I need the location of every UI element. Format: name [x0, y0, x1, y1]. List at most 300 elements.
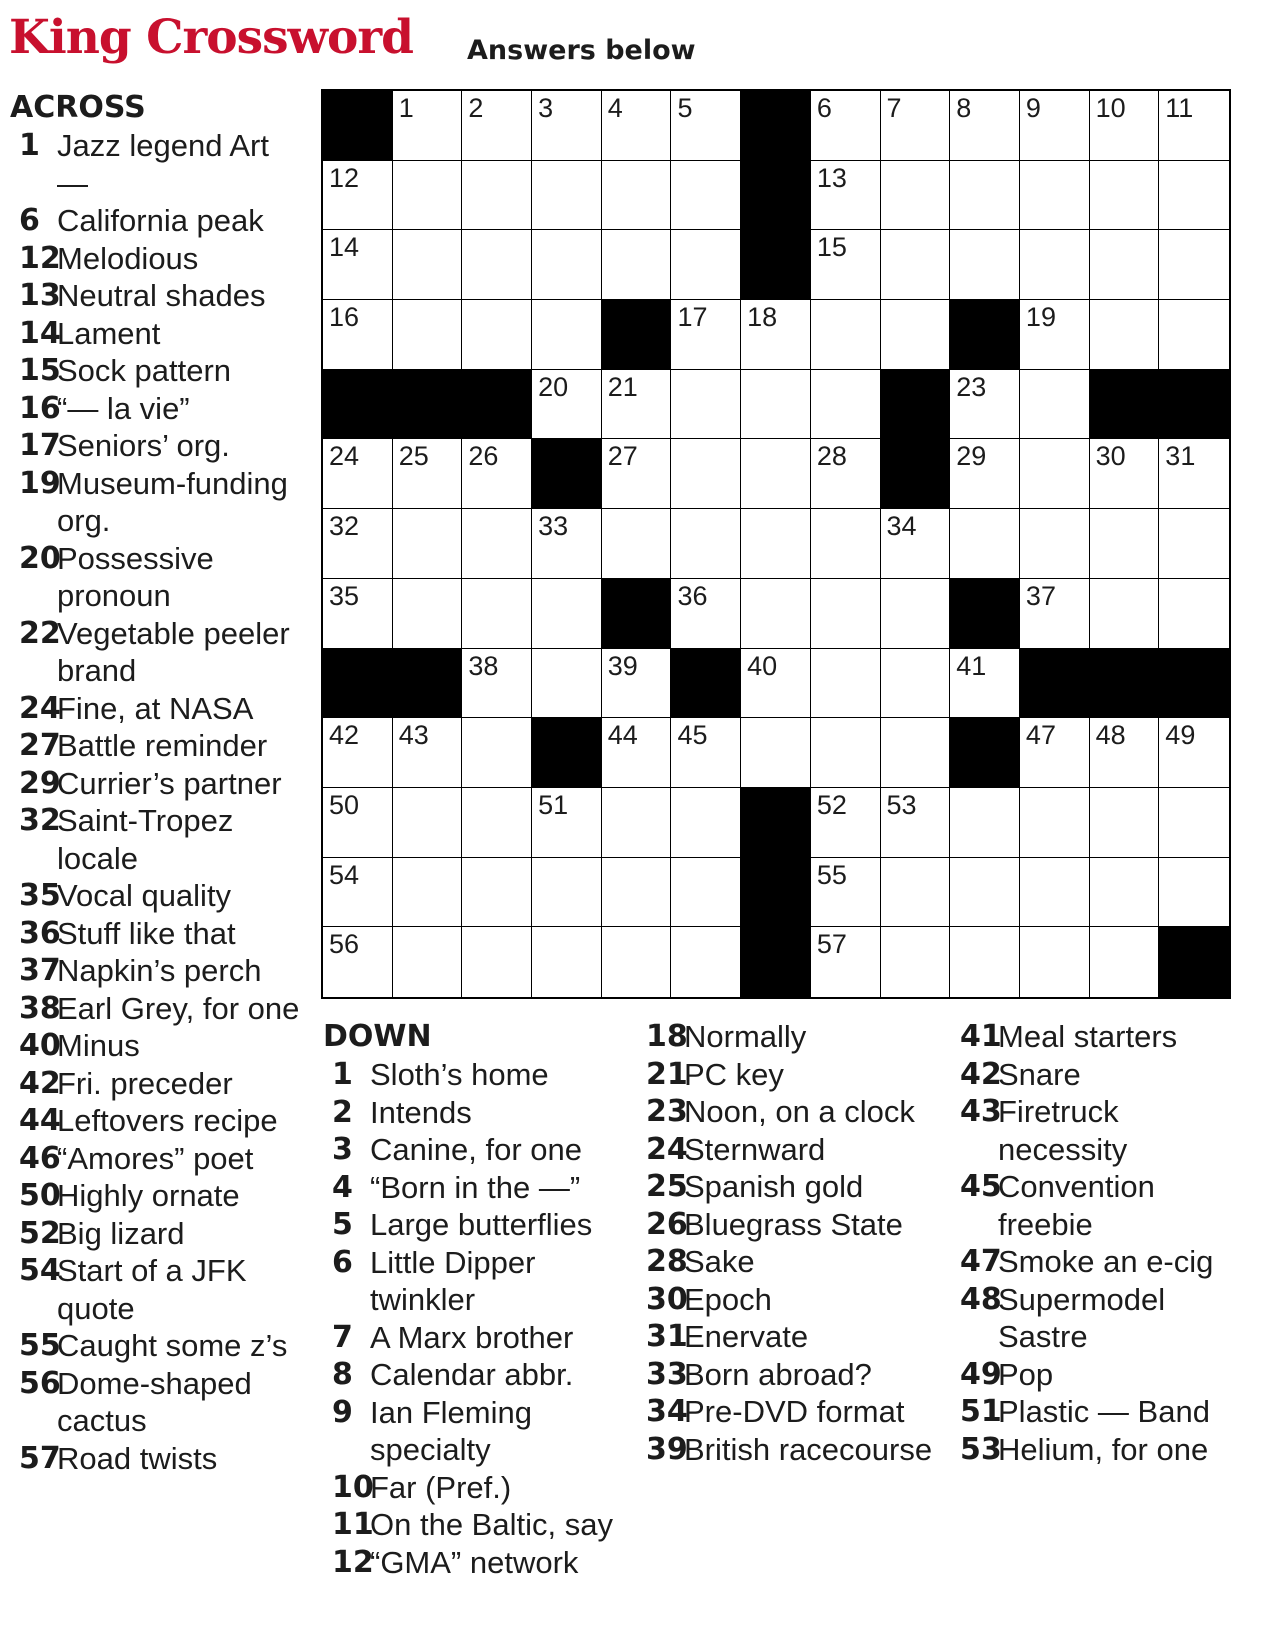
grid-cell[interactable]	[393, 509, 463, 579]
clue-text: Earl Grey, for one	[57, 990, 300, 1026]
cell-number: 33	[538, 511, 569, 542]
grid-cell[interactable]	[532, 91, 602, 161]
grid-cell[interactable]	[881, 579, 951, 649]
clue-number: 33	[646, 1356, 688, 1392]
clue-number: 16	[19, 390, 61, 426]
black-square	[1020, 649, 1090, 719]
grid-cell[interactable]	[811, 509, 881, 579]
down-clues-column-1	[323, 1018, 613, 1581]
grid-cell[interactable]	[1159, 579, 1229, 649]
clue-number: 20	[19, 540, 61, 576]
clue-item	[323, 1056, 613, 1094]
grid-cell[interactable]	[1159, 509, 1229, 579]
cell-number: 17	[677, 302, 708, 333]
clue-item	[10, 990, 300, 1028]
clue-number: 53	[960, 1431, 1002, 1467]
cell-number: 15	[816, 232, 847, 263]
clue-number: 7	[332, 1319, 353, 1355]
grid-cell[interactable]	[602, 161, 672, 231]
black-square	[323, 91, 393, 161]
clue-number: 46	[19, 1140, 61, 1176]
grid-cell[interactable]	[881, 230, 951, 300]
grid-cell[interactable]	[881, 161, 951, 231]
cell-number: 24	[329, 441, 360, 472]
clue-text: Epoch	[684, 1281, 772, 1317]
black-square	[1090, 370, 1160, 440]
clue-text: Napkin’s perch	[57, 953, 262, 988]
clue-number: 29	[19, 765, 61, 801]
grid-cell[interactable]	[393, 927, 463, 997]
grid-cell[interactable]	[950, 788, 1020, 858]
cell-number: 35	[329, 580, 360, 611]
grid-cell[interactable]	[602, 230, 672, 300]
grid-cell[interactable]	[741, 509, 811, 579]
clue-text: Intends	[370, 1094, 472, 1130]
clue-number: 25	[646, 1169, 688, 1204]
grid-cell[interactable]	[811, 370, 881, 440]
grid-cell[interactable]	[811, 718, 881, 788]
clue-item	[10, 1065, 300, 1103]
cell-number: 18	[747, 302, 778, 333]
clue-text: Big lizard	[57, 1215, 185, 1251]
grid-cell[interactable]	[1090, 230, 1160, 300]
grid-cell[interactable]	[950, 370, 1020, 440]
grid-cell[interactable]	[881, 300, 951, 370]
grid-cell[interactable]	[602, 927, 672, 997]
puzzle-title: King Crossword	[9, 10, 413, 65]
clue-number: 2	[332, 1094, 353, 1130]
cell-number: 48	[1095, 720, 1126, 751]
grid-cell[interactable]	[950, 649, 1020, 719]
cell-number: 38	[468, 650, 499, 681]
cell-number: 21	[607, 371, 638, 402]
clue-item	[951, 1243, 1251, 1281]
cell-number: 13	[816, 162, 847, 193]
grid-cell[interactable]	[671, 718, 741, 788]
grid-cell[interactable]	[462, 161, 532, 231]
clue-text: Sake	[684, 1244, 755, 1279]
black-square	[1090, 649, 1160, 719]
grid-cell[interactable]	[462, 927, 532, 997]
clue-item	[10, 127, 300, 202]
clue-item	[10, 615, 300, 690]
grid-cell[interactable]	[323, 927, 393, 997]
clue-item	[10, 277, 300, 315]
grid-cell[interactable]	[323, 161, 393, 231]
grid-cell[interactable]	[323, 858, 393, 928]
clue-number: 34	[646, 1394, 688, 1429]
clue-number: 42	[960, 1056, 1002, 1092]
grid-cell[interactable]	[393, 300, 463, 370]
grid-cell[interactable]	[1020, 300, 1090, 370]
grid-cell[interactable]	[811, 579, 881, 649]
clue-item	[10, 390, 300, 428]
clue-item	[10, 1177, 300, 1215]
clue-text: Sloth’s home	[370, 1057, 549, 1092]
grid-cell[interactable]	[1090, 788, 1160, 858]
cell-number: 36	[677, 580, 708, 611]
clue-item	[323, 1131, 613, 1169]
grid-cell[interactable]	[393, 858, 463, 928]
cell-number: 31	[1165, 441, 1196, 472]
clue-text: Possessive pronoun	[57, 540, 214, 613]
grid-cell[interactable]	[393, 439, 463, 509]
clue-number: 48	[960, 1281, 1002, 1317]
grid-cell[interactable]	[671, 439, 741, 509]
grid-cell[interactable]	[323, 509, 393, 579]
clue-text: Normally	[684, 1019, 807, 1054]
grid-cell[interactable]	[602, 649, 672, 719]
clue-text: Battle reminder	[57, 728, 268, 763]
clue-text: Noon, on a clock	[684, 1094, 915, 1129]
grid-cell[interactable]	[950, 161, 1020, 231]
clue-item	[10, 1215, 300, 1253]
clue-number: 14	[19, 315, 61, 351]
grid-cell[interactable]	[811, 439, 881, 509]
grid-cell[interactable]	[462, 718, 532, 788]
cell-number: 52	[816, 789, 847, 820]
cell-number: 27	[607, 441, 638, 472]
grid-cell[interactable]	[462, 300, 532, 370]
cell-number: 9	[1025, 93, 1041, 123]
grid-cell[interactable]	[1020, 439, 1090, 509]
grid-cell[interactable]	[393, 579, 463, 649]
clue-number: 45	[960, 1169, 1002, 1204]
grid-cell[interactable]	[1090, 858, 1160, 928]
grid-cell[interactable]	[462, 509, 532, 579]
cell-number: 39	[607, 650, 638, 681]
clue-number: 12	[332, 1544, 374, 1580]
grid-cell[interactable]	[811, 858, 881, 928]
grid-cell[interactable]	[462, 649, 532, 719]
grid-cell[interactable]	[532, 858, 602, 928]
grid-cell[interactable]	[950, 439, 1020, 509]
clue-item	[10, 1440, 300, 1478]
grid-cell[interactable]	[671, 300, 741, 370]
cell-number: 4	[607, 93, 623, 123]
black-square	[741, 858, 811, 928]
grid-cell[interactable]	[811, 230, 881, 300]
grid-cell[interactable]	[671, 509, 741, 579]
grid-cell[interactable]	[671, 91, 741, 161]
grid-cell[interactable]	[1090, 927, 1160, 997]
grid-cell[interactable]	[1090, 509, 1160, 579]
clue-item	[10, 202, 300, 240]
clue-text: Canine, for one	[370, 1132, 582, 1167]
clue-item	[10, 240, 300, 278]
grid-cell[interactable]	[1159, 439, 1229, 509]
grid-cell[interactable]	[323, 788, 393, 858]
grid-cell[interactable]	[602, 439, 672, 509]
grid-cell[interactable]	[1020, 230, 1090, 300]
clue-text: Dome-shaped cactus	[57, 1365, 252, 1438]
grid-cell[interactable]	[881, 858, 951, 928]
clue-text: Saint-Tropez locale	[57, 803, 234, 876]
grid-cell[interactable]	[532, 927, 602, 997]
grid-cell[interactable]	[393, 161, 463, 231]
grid-cell[interactable]	[1020, 579, 1090, 649]
black-square	[323, 370, 393, 440]
grid-cell[interactable]	[881, 91, 951, 161]
grid-cell[interactable]	[323, 230, 393, 300]
grid-cell[interactable]	[811, 927, 881, 997]
grid-cell[interactable]	[1159, 788, 1229, 858]
grid-cell[interactable]	[323, 300, 393, 370]
grid-cell[interactable]	[1159, 91, 1229, 161]
clue-number: 41	[960, 1019, 1002, 1054]
grid-cell[interactable]	[462, 230, 532, 300]
grid-cell[interactable]	[1020, 858, 1090, 928]
clue-number: 57	[19, 1440, 61, 1476]
grid-cell[interactable]	[741, 300, 811, 370]
grid-cell[interactable]	[462, 858, 532, 928]
clue-item	[323, 1244, 613, 1319]
cell-number: 6	[816, 93, 832, 123]
grid-cell[interactable]	[1090, 91, 1160, 161]
cell-number: 20	[538, 371, 569, 402]
grid-cell[interactable]	[950, 927, 1020, 997]
grid-cell[interactable]	[1159, 161, 1229, 231]
clue-text: Seniors’ org.	[57, 428, 230, 463]
grid-cell[interactable]	[1090, 718, 1160, 788]
grid-cell[interactable]	[1159, 230, 1229, 300]
clue-number: 15	[19, 353, 61, 388]
cell-number: 25	[398, 441, 429, 472]
clue-number: 47	[960, 1244, 1002, 1279]
clue-item	[951, 1356, 1251, 1394]
clue-number: 22	[19, 615, 61, 651]
cell-number: 29	[956, 441, 987, 472]
grid-cell[interactable]	[532, 509, 602, 579]
clue-text: Vocal quality	[57, 878, 232, 913]
grid-cell[interactable]	[881, 927, 951, 997]
grid-cell[interactable]	[323, 579, 393, 649]
cell-number: 40	[747, 650, 778, 681]
clue-number: 28	[646, 1244, 688, 1279]
clue-item	[951, 1018, 1251, 1056]
clue-item	[323, 1469, 613, 1507]
grid-cell[interactable]	[532, 161, 602, 231]
grid-cell[interactable]	[881, 788, 951, 858]
grid-cell[interactable]	[811, 788, 881, 858]
clue-item	[10, 1140, 300, 1178]
clue-number: 36	[19, 915, 61, 951]
clue-text: Sternward	[684, 1131, 826, 1167]
clue-item	[951, 1281, 1251, 1356]
grid-cell[interactable]	[671, 858, 741, 928]
grid-cell[interactable]	[462, 579, 532, 649]
clue-text: Start of a JFK quote	[57, 1253, 247, 1326]
clue-item	[323, 1169, 613, 1207]
clue-text: Large butterflies	[370, 1207, 593, 1242]
clue-item	[323, 1356, 613, 1394]
grid-cell[interactable]	[1090, 300, 1160, 370]
clue-item	[637, 1393, 947, 1431]
grid-cell[interactable]	[1159, 300, 1229, 370]
grid-cell[interactable]	[602, 718, 672, 788]
grid-cell[interactable]	[1020, 161, 1090, 231]
clue-number: 30	[646, 1281, 688, 1317]
grid-cell[interactable]	[602, 509, 672, 579]
grid-cell[interactable]	[671, 230, 741, 300]
grid-cell[interactable]	[602, 788, 672, 858]
grid-cell[interactable]	[532, 230, 602, 300]
black-square	[881, 370, 951, 440]
grid-cell[interactable]	[950, 509, 1020, 579]
clue-text: “— la vie”	[57, 390, 190, 426]
grid-cell[interactable]	[393, 230, 463, 300]
black-square	[462, 370, 532, 440]
grid-cell[interactable]	[1020, 91, 1090, 161]
grid-cell[interactable]	[532, 579, 602, 649]
clue-item	[10, 427, 300, 465]
grid-cell[interactable]	[462, 788, 532, 858]
cell-number: 10	[1095, 93, 1126, 123]
cell-number: 42	[329, 720, 360, 751]
grid-cell[interactable]	[671, 927, 741, 997]
clue-item	[637, 1131, 947, 1169]
clue-number: 9	[332, 1394, 353, 1430]
clue-number: 26	[646, 1206, 688, 1242]
clue-item	[10, 877, 300, 915]
across-heading: ACROSS	[10, 90, 146, 125]
grid-cell[interactable]	[811, 649, 881, 719]
grid-cell[interactable]	[1159, 718, 1229, 788]
grid-cell[interactable]	[741, 649, 811, 719]
cell-number: 5	[677, 93, 693, 123]
clue-number: 6	[19, 203, 40, 238]
grid-cell[interactable]	[532, 300, 602, 370]
clue-number: 54	[19, 1253, 61, 1288]
clue-item	[323, 1394, 613, 1469]
grid-cell[interactable]	[671, 788, 741, 858]
cell-number: 28	[816, 441, 847, 472]
clue-item	[10, 915, 300, 953]
clue-number: 49	[960, 1356, 1002, 1392]
grid-cell[interactable]	[393, 718, 463, 788]
grid-cell[interactable]	[881, 649, 951, 719]
clue-text: Melodious	[57, 240, 199, 276]
black-square	[671, 649, 741, 719]
cell-number: 41	[956, 650, 987, 681]
black-square	[950, 718, 1020, 788]
grid-cell[interactable]	[950, 230, 1020, 300]
grid-cell[interactable]	[1020, 370, 1090, 440]
grid-cell[interactable]	[1020, 718, 1090, 788]
clue-text: California peak	[57, 203, 264, 238]
black-square	[741, 91, 811, 161]
grid-cell[interactable]	[741, 370, 811, 440]
cell-number: 50	[329, 789, 360, 820]
clue-item	[10, 1027, 300, 1065]
grid-cell[interactable]	[671, 161, 741, 231]
clue-text: Jazz legend Art —	[57, 128, 269, 201]
grid-cell[interactable]	[323, 718, 393, 788]
clue-item	[10, 1365, 300, 1440]
grid-cell[interactable]	[462, 91, 532, 161]
grid-cell[interactable]	[741, 579, 811, 649]
grid-cell[interactable]	[532, 649, 602, 719]
grid-cell[interactable]	[741, 439, 811, 509]
grid-cell[interactable]	[1020, 927, 1090, 997]
answers-note: Answers below	[467, 35, 696, 66]
clue-item	[637, 1056, 947, 1094]
grid-cell[interactable]	[671, 579, 741, 649]
clue-item	[637, 1243, 947, 1281]
black-square	[1159, 370, 1229, 440]
grid-cell[interactable]	[1159, 858, 1229, 928]
grid-cell[interactable]	[811, 91, 881, 161]
black-square	[881, 439, 951, 509]
grid-cell[interactable]	[1090, 439, 1160, 509]
black-square	[393, 649, 463, 719]
clue-text: Bluegrass State	[684, 1206, 903, 1242]
clue-text: Far (Pref.)	[370, 1469, 512, 1505]
grid-cell[interactable]	[741, 718, 811, 788]
grid-cell[interactable]	[462, 439, 532, 509]
cell-number: 53	[886, 789, 917, 820]
clue-item	[951, 1393, 1251, 1431]
grid-cell[interactable]	[1090, 161, 1160, 231]
clue-number: 38	[19, 990, 61, 1026]
grid-cell[interactable]	[881, 509, 951, 579]
black-square	[393, 370, 463, 440]
clue-item	[323, 1544, 613, 1582]
grid-cell[interactable]	[532, 788, 602, 858]
grid-cell[interactable]	[950, 91, 1020, 161]
grid-cell[interactable]	[602, 370, 672, 440]
grid-cell[interactable]	[1020, 788, 1090, 858]
clue-item	[951, 1431, 1251, 1469]
grid-cell[interactable]	[602, 858, 672, 928]
cell-number: 7	[886, 93, 902, 123]
clue-number: 55	[19, 1328, 61, 1363]
grid-cell[interactable]	[881, 718, 951, 788]
black-square	[532, 439, 602, 509]
clue-text: Museum-funding org.	[57, 465, 288, 538]
clue-text: Convention freebie	[998, 1169, 1155, 1242]
clue-text: Fine, at NASA	[57, 690, 254, 726]
grid-cell[interactable]	[532, 370, 602, 440]
cell-number: 37	[1025, 580, 1056, 611]
grid-cell[interactable]	[323, 439, 393, 509]
black-square	[1159, 927, 1229, 997]
clue-item	[10, 727, 300, 765]
grid-cell[interactable]	[811, 300, 881, 370]
clue-number: 56	[19, 1365, 61, 1401]
black-square	[950, 579, 1020, 649]
clue-text: Spanish gold	[684, 1169, 864, 1204]
black-square	[323, 649, 393, 719]
cell-number: 19	[1025, 302, 1056, 333]
grid-cell[interactable]	[393, 788, 463, 858]
clue-text: Highly ornate	[57, 1178, 240, 1213]
grid-cell[interactable]	[602, 91, 672, 161]
grid-cell[interactable]	[393, 91, 463, 161]
grid-cell[interactable]	[1020, 509, 1090, 579]
clue-number: 37	[19, 953, 61, 988]
cell-number: 2	[468, 93, 484, 123]
grid-cell[interactable]	[671, 370, 741, 440]
grid-cell[interactable]	[1090, 579, 1160, 649]
grid-cell[interactable]	[811, 161, 881, 231]
clue-text: Meal starters	[998, 1019, 1178, 1054]
cell-number: 1	[398, 93, 414, 123]
clue-number: 1	[19, 128, 40, 163]
grid-cell[interactable]	[950, 858, 1020, 928]
clue-item	[10, 465, 300, 540]
clue-number: 10	[332, 1469, 374, 1505]
